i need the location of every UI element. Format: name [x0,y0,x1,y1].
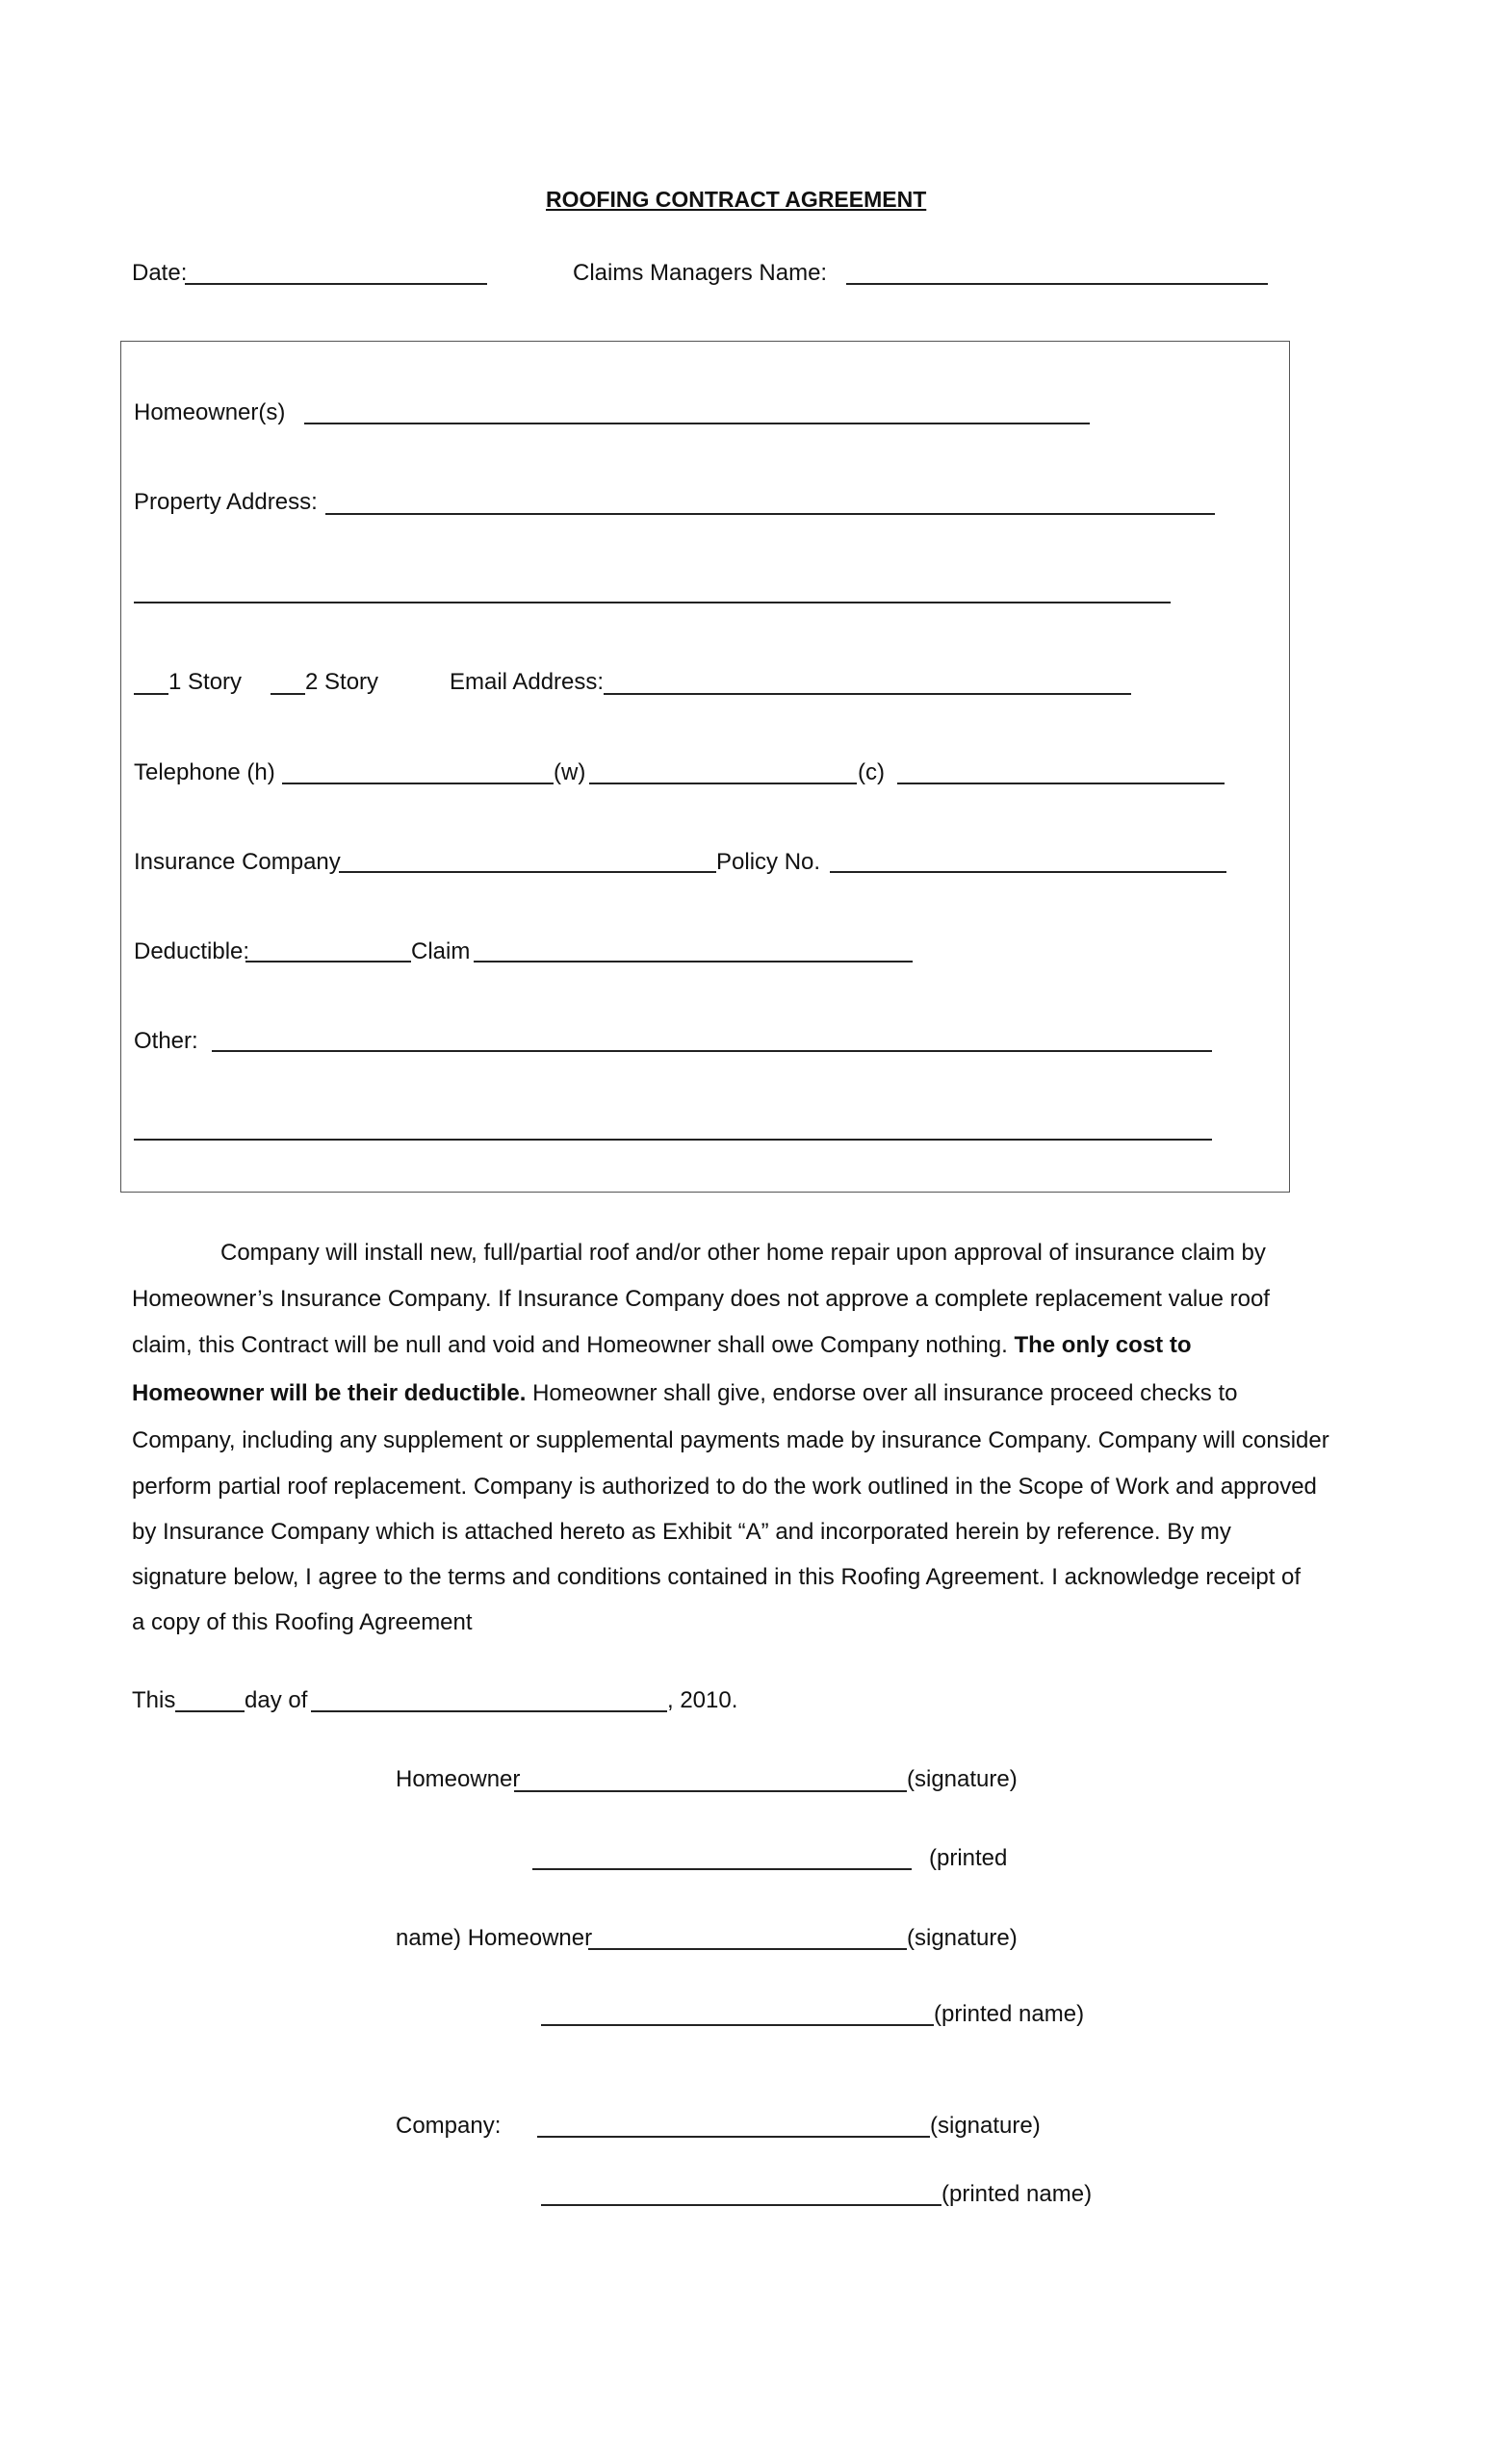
body-line-3-text: claim, this Contract will be null and void and Homeowner shall owe Company nothing. [132,1332,1008,1358]
homeowners-label: Homeowner(s) [134,399,286,425]
signature1-label: (signature) [907,1766,1018,1792]
date-field-line[interactable] [185,283,487,285]
property-address-field-line[interactable] [325,513,1215,515]
story2-checkbox-line[interactable] [271,693,305,695]
month-field-line[interactable] [311,1710,667,1712]
telephone-home-label: Telephone (h) [134,759,275,785]
telephone-cell-field-line[interactable] [897,783,1225,784]
telephone-cell-label: (c) [858,759,885,785]
deductible-label: Deductible: [134,938,250,964]
homeowner1-signature-line[interactable] [514,1790,907,1792]
insurance-company-field-line[interactable] [339,871,716,873]
printed2-label: (printed name) [934,2001,1085,2027]
year-label: , 2010. [667,1687,738,1713]
company-label: Company: [396,2113,502,2139]
telephone-work-label: (w) [554,759,586,785]
body-line-9: a copy of this Roofing Agreement [132,1609,473,1635]
signature2-label: (signature) [907,1925,1018,1951]
body-line-3 [132,1332,1191,1359]
body-line-4 [132,1380,1237,1407]
policy-number-field-line[interactable] [830,871,1226,873]
body-line-2: Homeowner’s Insurance Company. If Insurance Company does not approve a complete replacement value roof [132,1286,1270,1312]
body-line-8: signature below, I agree to the terms and conditions contained in this Roofing Agreement. I acknowledge receipt of [132,1564,1302,1590]
property-address-line-2[interactable] [134,602,1171,603]
claims-manager-label: Claims Managers Name: [573,260,828,286]
day-of-label: day of [245,1687,308,1713]
email-field-line[interactable] [604,693,1131,695]
body-line-1: Company will install new, full/partial roof and/or other home repair upon approval of insurance claim by [220,1240,1266,1266]
policy-number-label: Policy No. [716,849,821,875]
telephone-work-field-line[interactable] [589,783,857,784]
body-line-5: Company, including any supplement or supplemental payments made by insurance Company. Company will consider [132,1427,1329,1453]
other-field-line[interactable] [212,1050,1212,1052]
day-field-line[interactable] [175,1710,245,1712]
company-printed-line[interactable] [541,2204,941,2206]
claims-manager-field-line[interactable] [846,283,1268,285]
claim-field-line[interactable] [474,961,913,962]
homeowner2-printed-line[interactable] [541,2024,934,2026]
homeowners-field-line[interactable] [304,423,1090,424]
property-address-label: Property Address: [134,489,318,515]
other-label: Other: [134,1028,198,1054]
body-line-4-text: Homeowner shall give, endorse over all insurance proceed checks to [532,1380,1238,1406]
this-label: This [132,1687,176,1713]
printed1-label: (printed [929,1845,1008,1871]
deductible-field-line[interactable] [245,961,411,962]
body-line-3-bold: The only cost to [1014,1332,1192,1358]
homeowner2-signature-line[interactable] [588,1948,907,1950]
story1-label: 1 Story [168,669,243,695]
homeowner-info-box [120,341,1290,1193]
signature3-label: (signature) [930,2113,1041,2139]
body-line-6: perform partial roof replacement. Company is authorized to do the work outlined in the Scope of Work and approved [132,1474,1317,1500]
claim-label: Claim [411,938,471,964]
story1-checkbox-line[interactable] [134,693,168,695]
homeowner1-label: Homeowner [396,1766,521,1792]
telephone-home-field-line[interactable] [282,783,554,784]
document-title: ROOFING CONTRACT AGREEMENT [546,187,927,212]
email-label: Email Address: [450,669,605,695]
body-line-4-bold: Homeowner will be their deductible. [132,1380,527,1406]
body-line-7: by Insurance Company which is attached hereto as Exhibit “A” and incorporated herein by reference. By my [132,1519,1231,1545]
printed3-label: (printed name) [941,2181,1093,2207]
company-signature-line[interactable] [537,2136,930,2138]
insurance-company-label: Insurance Company [134,849,341,875]
story2-label: 2 Story [305,669,379,695]
other-field-line-2[interactable] [134,1139,1212,1141]
date-label: Date: [132,260,188,286]
homeowner2-label: name) Homeowner [396,1925,593,1951]
homeowner1-printed-line[interactable] [532,1868,912,1870]
